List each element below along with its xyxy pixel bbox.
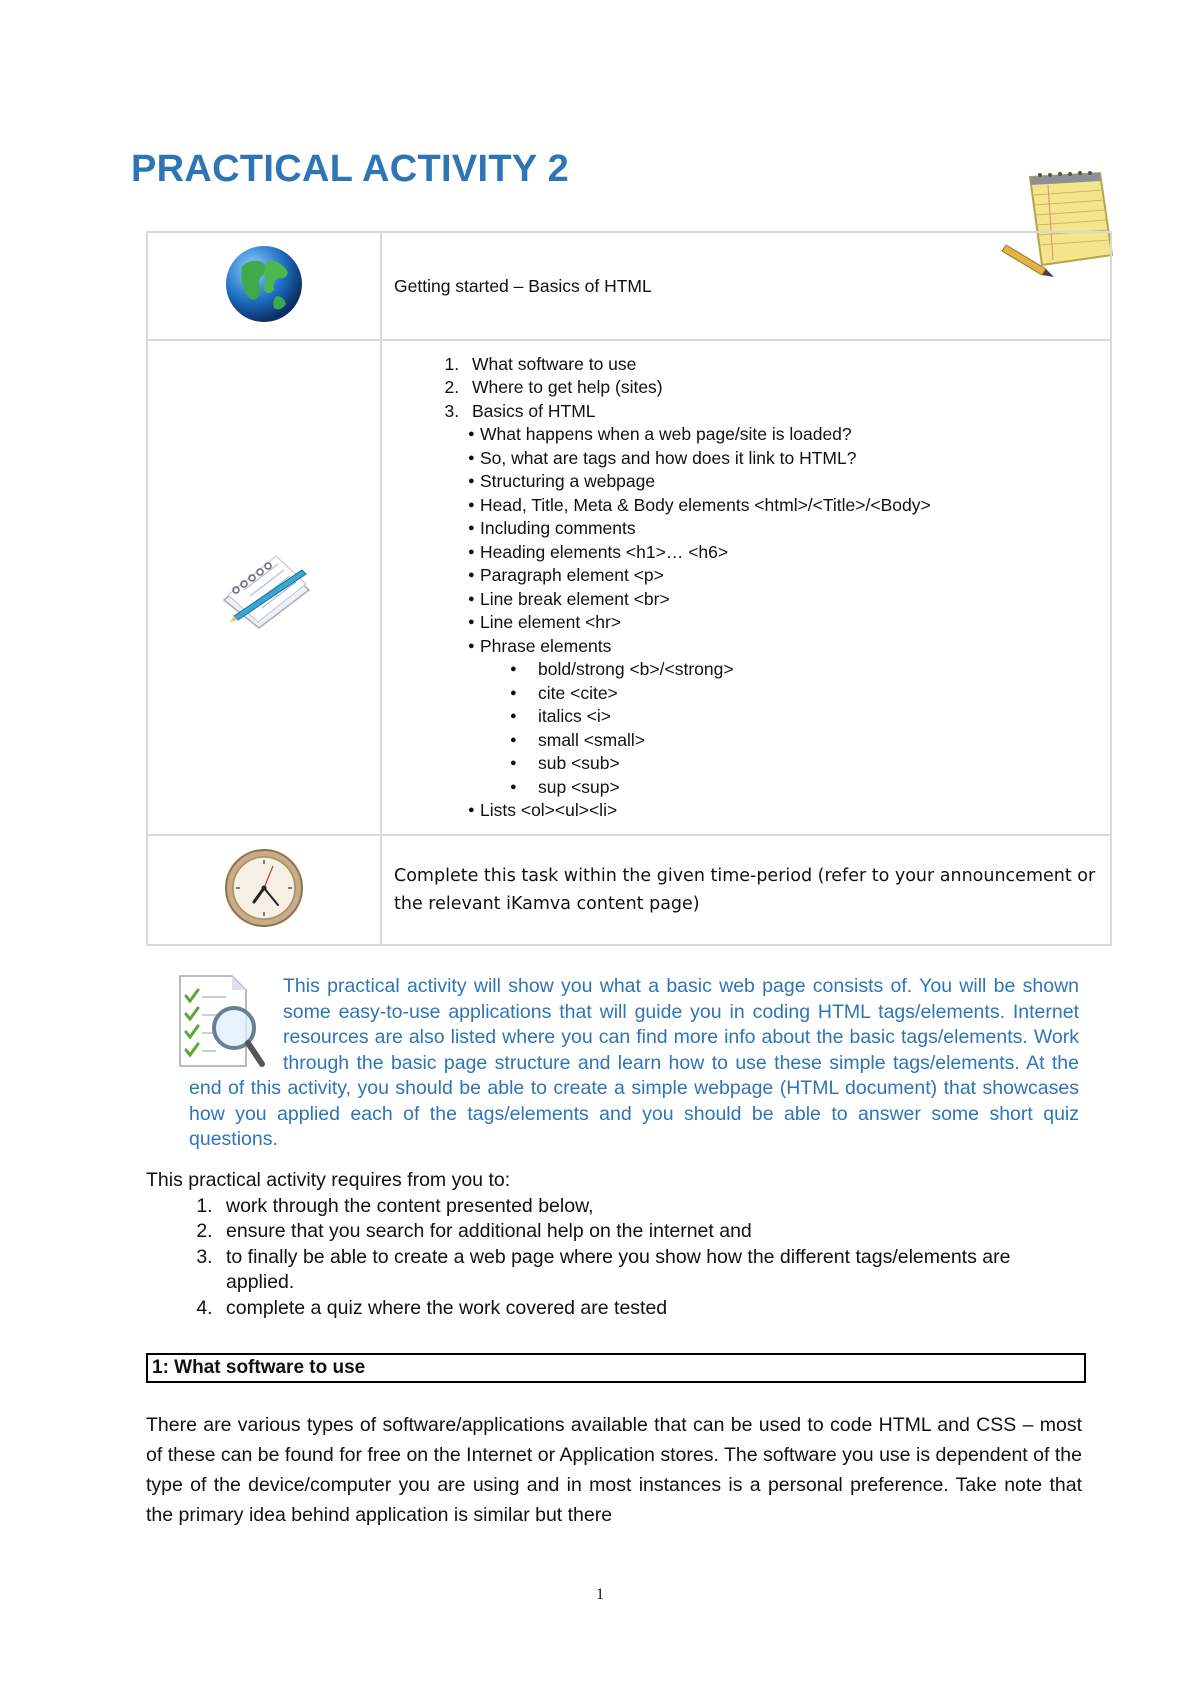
list-item: ● Including comments (468, 517, 1109, 541)
list-item: ● Line element <hr> (468, 611, 1109, 635)
list-item: ● small <small> (510, 729, 1109, 753)
activity-overview-table (146, 231, 1112, 946)
list-item: 4. complete a quiz where the work covered are tested (218, 1296, 1076, 1322)
intro-icon-spacer (179, 974, 269, 1074)
topic-item: 1. What software to use (464, 353, 1109, 377)
topic-item: 2. Where to get help (sites) (464, 376, 1109, 400)
list-item: ● sub <sub> (510, 752, 1109, 776)
requirements-lead: This practical activity requires from you to: (146, 1169, 511, 1191)
list-item: ● Head, Title, Meta & Body elements <html>/<Title>/<Body> (468, 494, 1109, 518)
list-item: ● sup <sup> (510, 776, 1109, 800)
spiral-notebook-icon (214, 540, 314, 630)
topics-cell (381, 340, 1111, 835)
phrase-elements-label: Phrase elements (480, 635, 612, 656)
topic-item (464, 400, 1109, 823)
list-item: ● Heading elements <h1>… <h6> (468, 541, 1109, 565)
list-item: ● italics <i> (510, 705, 1109, 729)
page-title: PRACTICAL ACTIVITY 2 (131, 148, 570, 190)
intro-text: This practical activity will show you what a basic web page consists of. You will be shown some easy-to-use applications that will guide you in coding HTML tags/elements. Internet resources are also listed where you can find more info about the basic tags/elements. Work through the basic page structure and learn how to use these simple tags/elements. At the end of this activity, you should be able to create a simple webpage (HTML document) that showcases how you applied each of the tags/elements and you should be able to answer some short quiz questions. (189, 975, 1079, 1150)
section-body: There are various types of software/applications available that can be used to code HTML and CSS – most of these can be found for free on the Internet or Application stores. The software you use is dependent of the type of the device/computer you are using and in most instances is a personal preference. Take note that the primary idea behind application is similar but there (146, 1414, 1082, 1526)
list-item: ● Structuring a webpage (468, 470, 1109, 494)
list-item: ● Paragraph element <p> (468, 564, 1109, 588)
globe-cell (147, 232, 381, 340)
time-period-cell: Complete this task within the given time-period (refer to your announcement or the relevant iKamva content page) (381, 835, 1111, 945)
list-item (468, 635, 1109, 800)
clock-cell (147, 835, 381, 945)
topic-label: Basics of HTML (472, 400, 596, 421)
list-item: ● So, what are tags and how does it link to HTML? (468, 447, 1109, 471)
section-heading: 1: What software to use (146, 1353, 1086, 1383)
html-basics-list (472, 423, 1109, 823)
activity-title-cell: Getting started – Basics of HTML (381, 232, 1111, 340)
globe-icon (224, 244, 304, 324)
page-number: 1 (596, 1586, 604, 1603)
list-item: ● Lists <ol><ul><li> (468, 799, 1109, 823)
list-item: ● bold/strong <b>/<strong> (510, 658, 1109, 682)
requirements-list (146, 1194, 1076, 1322)
list-item: ● What happens when a web page/site is loaded? (468, 423, 1109, 447)
list-item: ● cite <cite> (510, 682, 1109, 706)
list-item: 2. ensure that you search for additional help on the internet and (218, 1219, 1076, 1245)
intro-paragraph (189, 974, 1079, 1153)
notebook-cell (147, 340, 381, 835)
topics-list (394, 353, 1109, 823)
requirements-section (146, 1168, 1076, 1321)
list-item: ● Line break element <br> (468, 588, 1109, 612)
list-item: 1. work through the content presented below, (218, 1194, 1076, 1220)
phrase-elements-list (480, 658, 1109, 799)
clock-icon (223, 847, 305, 929)
list-item: 3. to finally be able to create a web page where you show how the different tags/elements are applied. (218, 1245, 1076, 1296)
